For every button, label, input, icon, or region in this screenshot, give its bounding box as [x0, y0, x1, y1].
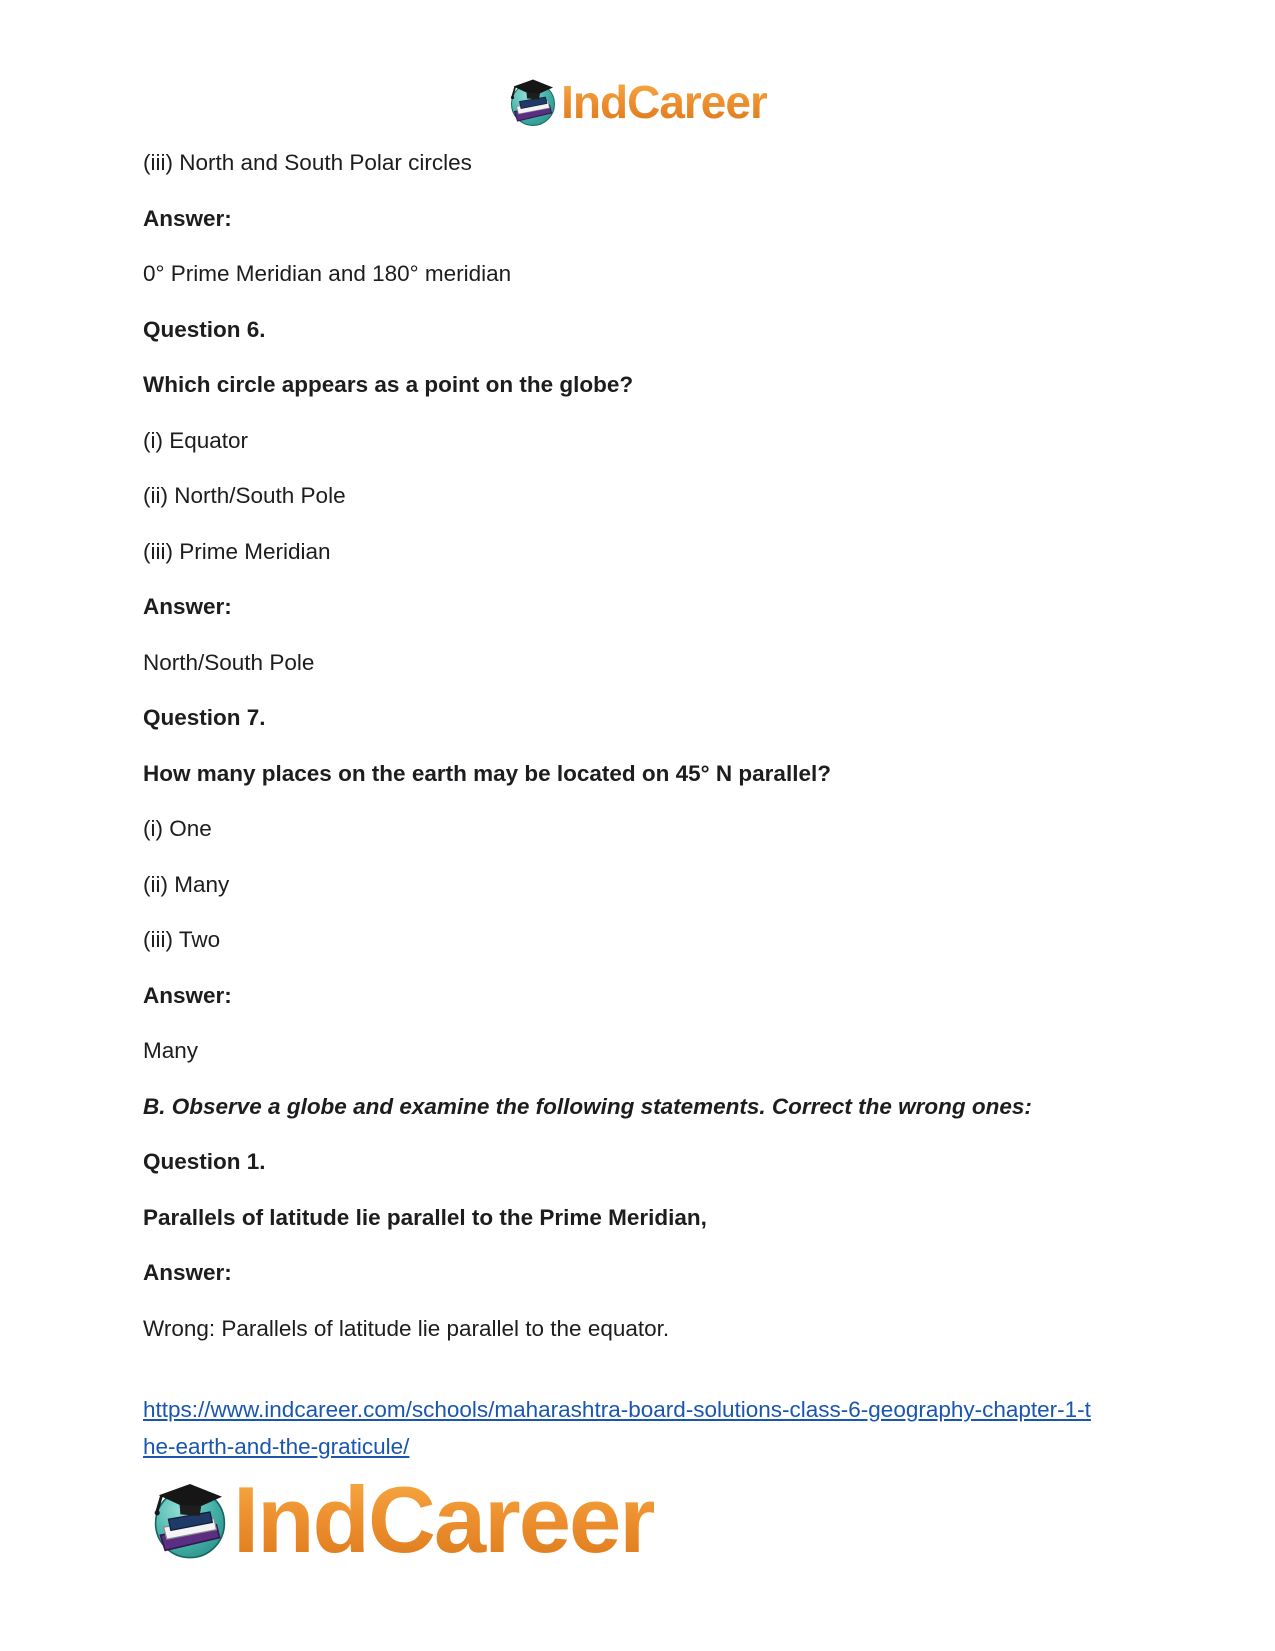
answer-label: Answer: — [143, 982, 232, 1008]
option-item: (i) One — [143, 816, 212, 841]
indcareer-graduation-cap-icon — [508, 77, 558, 127]
answer-text: 0° Prime Meridian and 180° meridian — [143, 261, 512, 286]
option-item: (ii) Many — [143, 871, 230, 897]
question-text: Parallels of latitude lie parallel to the Prime Meridian, — [143, 1204, 707, 1230]
footer-logo-text: IndCareer — [233, 1467, 654, 1572]
source-link[interactable] — [143, 1391, 1165, 1465]
source-link-paragraph — [143, 1391, 1165, 1465]
question-number: Question 7. — [143, 705, 266, 730]
source-link-line-2: he-earth-and-the-graticule/ — [143, 1434, 410, 1459]
option-item: (iii) Prime Meridian — [143, 538, 331, 564]
answer-text: Wrong: Parallels of latitude lie parallel to the equator. — [143, 1315, 670, 1341]
answer-label: Answer: — [143, 1260, 232, 1285]
header — [0, 0, 1275, 128]
option-item: (ii) North/South Pole — [143, 483, 346, 508]
footer — [150, 1467, 1275, 1572]
question-number: Question 1. — [143, 1149, 266, 1174]
document-content — [143, 144, 1165, 1465]
option-item: (i) Equator — [143, 427, 249, 453]
indcareer-graduation-cap-icon — [150, 1480, 230, 1560]
answer-text: Many — [143, 1038, 199, 1063]
question-text: Which circle appears as a point on the globe? — [143, 372, 634, 397]
header-logo-text: IndCareer — [561, 76, 767, 128]
answer-label: Answer: — [143, 594, 232, 619]
question-number: Question 6. — [143, 316, 266, 342]
header-logo — [508, 76, 767, 128]
option-item: (iii) North and South Polar circles — [143, 150, 472, 175]
source-link-line-1: https://www.indcareer.com/schools/maharashtra-board-solutions-class-6-geography-chapter-1-t — [143, 1397, 1091, 1422]
answer-label: Answer: — [143, 205, 232, 231]
question-text: How many places on the earth may be located on 45° N parallel? — [143, 760, 831, 786]
answer-text: North/South Pole — [143, 649, 315, 675]
option-item: (iii) Two — [143, 927, 221, 952]
footer-logo — [150, 1467, 654, 1572]
section-heading: B. Observe a globe and examine the following statements. Correct the wrong ones: — [143, 1093, 1032, 1119]
